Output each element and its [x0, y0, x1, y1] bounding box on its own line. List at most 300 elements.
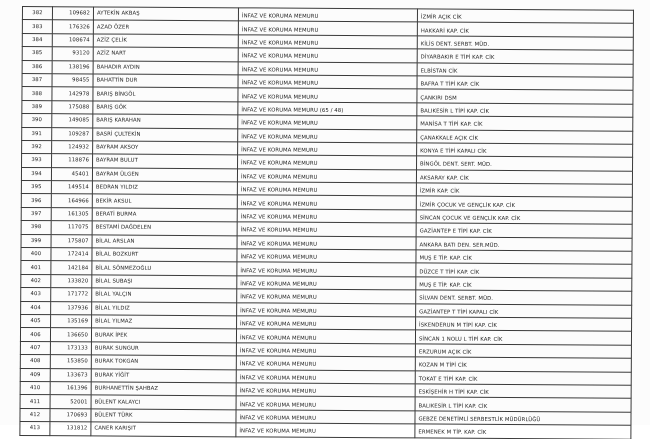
registry-id-cell	[51, 315, 92, 329]
assigned-unit-cell	[417, 36, 633, 51]
registry-id-cell	[51, 301, 92, 315]
person-name-text: BİLAL SÖNMEZOĞLU	[95, 265, 152, 272]
assigned-unit-cell	[415, 397, 631, 412]
registry-id-text: 161305	[67, 211, 89, 218]
job-title-cell	[237, 209, 416, 223]
job-title-text: İNFAZ VE KORUMA MEMURU	[241, 93, 319, 101]
registry-id-cell	[52, 20, 93, 34]
job-title-text: İNFAZ VE KORUMA MEMURU	[240, 241, 318, 248]
registry-id-text: 172414	[67, 251, 89, 258]
person-name-text: BURHANETTİN ŞAHBAZ	[94, 385, 159, 392]
person-name-cell	[93, 114, 238, 128]
row-number-text: 388	[31, 90, 43, 97]
person-name-text: BURAK YİĞİT	[94, 372, 130, 379]
job-title-cell	[237, 262, 416, 276]
person-name-cell	[93, 74, 238, 88]
registry-id-cell	[50, 368, 91, 382]
job-title-text: İNFAZ VE KORUMA MEMURU	[241, 147, 318, 154]
job-title-text: İNFAZ VE KORUMA MEMURU	[239, 415, 317, 422]
person-name-text: AZAD ÖZER	[96, 24, 130, 31]
row-number-cell	[20, 368, 50, 382]
person-name-cell	[91, 342, 236, 356]
registry-id-text: 131812	[66, 425, 88, 432]
assigned-unit-text: KİLİS DENT. SERBT. MÜD.	[420, 41, 490, 48]
row-number-text: 395	[31, 184, 42, 191]
registry-id-text: 138196	[68, 64, 90, 71]
registry-id-text: 173133	[67, 345, 88, 352]
row-number-text: 393	[31, 157, 42, 164]
registry-id-text: 175088	[68, 104, 90, 111]
row-number-text: 389	[31, 103, 43, 111]
person-name-cell	[92, 221, 237, 235]
assigned-unit-cell	[416, 317, 632, 332]
registry-id-text: 175807	[67, 238, 89, 245]
person-name-text: BURAK İPEK	[94, 332, 128, 339]
registry-id-cell	[52, 127, 93, 141]
registry-id-text: 45401	[71, 171, 89, 178]
assigned-unit-cell	[415, 330, 631, 345]
row-number-text: 392	[31, 144, 42, 151]
row-number-cell	[22, 7, 52, 21]
job-title-text: İNFAZ VE KORUMA MEMURU	[239, 348, 317, 355]
person-name-cell	[92, 288, 237, 302]
assigned-unit-cell	[416, 223, 632, 238]
job-title-cell	[236, 383, 415, 397]
registry-id-text: 117075	[67, 224, 89, 231]
registry-id-text: 109682	[69, 10, 90, 17]
registry-id-text: 137936	[67, 305, 89, 312]
job-title-cell	[236, 329, 415, 343]
person-name-cell	[93, 141, 238, 155]
job-title-text: İNFAZ VE KORUMA MEMURU	[241, 67, 319, 74]
registry-id-cell	[52, 7, 93, 21]
job-title-cell	[236, 396, 415, 410]
row-number-cell	[21, 288, 51, 302]
person-name-text: BEDRAN YILDIZ	[95, 184, 139, 191]
table-row	[20, 422, 631, 439]
row-number-cell	[20, 355, 50, 369]
job-title-text: İNFAZ VE KORUMA MEMURU	[239, 375, 317, 382]
job-title-cell	[237, 249, 416, 263]
person-name-cell	[93, 87, 238, 101]
job-title-text: İNFAZ VE KORUMA MEMURU	[240, 187, 318, 195]
registry-id-text: 149085	[68, 117, 90, 124]
person-name-cell	[93, 34, 238, 48]
person-name-cell	[93, 20, 238, 34]
registry-id-cell	[52, 33, 93, 47]
person-name-text: BERATİ BURMA	[95, 211, 137, 218]
job-title-cell	[238, 115, 417, 129]
row-number-text: 409	[30, 371, 41, 378]
registry-id-text: 142978	[68, 90, 90, 97]
person-name-text: BİLAL ARSLAN	[95, 238, 135, 245]
assigned-unit-text: BALIKESİR L TİPİ KAP. CİK	[418, 402, 488, 410]
person-name-cell	[92, 248, 237, 262]
person-name-cell	[91, 422, 236, 436]
registry-id-text: 93120	[72, 50, 90, 57]
person-name-text: AZİZ ÇELİK	[96, 37, 127, 44]
person-name-text: BÜLENT KALAYCI	[94, 398, 141, 406]
person-name-cell	[92, 208, 237, 222]
assigned-unit-text: DÜZCE T TİPİ KAP. CİK	[419, 269, 480, 276]
registry-id-text: 142184	[67, 264, 89, 272]
person-name-cell	[93, 47, 238, 61]
job-title-cell	[237, 276, 416, 290]
job-title-text: İNFAZ VE KORUMA MEMURU	[240, 200, 318, 208]
row-number-text: 394	[31, 170, 42, 177]
assigned-unit-cell	[416, 263, 632, 278]
assigned-unit-cell	[417, 49, 633, 64]
row-number-cell	[21, 301, 51, 315]
row-number-text: 405	[30, 318, 41, 325]
person-name-cell	[92, 302, 237, 316]
registry-id-cell	[51, 288, 92, 302]
assigned-unit-cell	[416, 277, 632, 292]
job-title-cell	[237, 182, 416, 196]
job-title-cell	[238, 35, 417, 49]
assigned-unit-text: ERZURUM AÇIK CİK	[418, 349, 472, 356]
row-number-text: 387	[31, 77, 43, 84]
registry-id-cell	[51, 167, 92, 181]
job-title-text: İNFAZ VE KORUMA MEMURU	[241, 134, 318, 141]
job-title-text: İNFAZ VE KORUMA MEMURU	[241, 40, 319, 47]
job-title-cell	[238, 61, 417, 75]
row-number-text: 403	[30, 291, 41, 298]
row-number-cell	[20, 328, 50, 342]
assigned-unit-text: GAZİANTEP E TİPİ KAP. CİK	[419, 228, 492, 236]
assigned-unit-text: HAKKARİ KAP. CİK	[420, 28, 469, 35]
assigned-unit-cell	[415, 370, 631, 385]
job-title-text: İNFAZ VE KORUMA MEMURU	[239, 361, 317, 369]
job-title-cell	[238, 75, 417, 89]
job-title-cell	[236, 369, 415, 383]
row-number-text: 402	[30, 278, 42, 285]
job-title-cell	[237, 222, 416, 236]
row-number-cell	[22, 73, 52, 87]
assigned-unit-cell	[417, 62, 633, 77]
registry-id-cell	[51, 234, 92, 248]
row-number-text: 385	[31, 50, 43, 57]
person-name-text: BAYRAM AKSOY	[96, 144, 139, 151]
job-title-text: İNFAZ VE KORUMA MEMURU	[240, 254, 318, 262]
assigned-unit-text: MUŞ E TİP. KAP. CİK	[419, 255, 472, 262]
assigned-unit-text: BALIKESİR L TİPİ KAP. CİK	[420, 108, 490, 115]
assigned-unit-cell	[416, 170, 632, 185]
registry-id-cell	[52, 47, 93, 61]
person-name-text: BAHADIR AYDIN	[96, 64, 140, 71]
registry-id-text: 153850	[66, 358, 88, 365]
job-title-cell	[238, 8, 417, 22]
job-title-cell	[238, 21, 417, 35]
assigned-unit-text: BİNGÖL DENT. SERT. MÜD.	[420, 161, 492, 169]
registry-id-text: 124932	[68, 144, 90, 151]
job-title-text: İNFAZ VE KORUMA MEMURU	[241, 26, 319, 34]
assigned-unit-text: TOKAT E TİPİ KAP. CİK	[418, 376, 478, 383]
person-name-cell	[93, 60, 238, 74]
job-title-cell	[238, 88, 417, 102]
job-title-text: İNFAZ VE KORUMA MEMURU	[241, 120, 318, 128]
registry-id-cell	[52, 87, 93, 101]
registry-id-text: 161396	[66, 385, 88, 392]
assigned-unit-cell	[417, 9, 633, 24]
row-number-cell	[20, 381, 50, 395]
row-number-cell	[22, 114, 52, 128]
registry-id-text: 136650	[67, 331, 89, 338]
assigned-unit-text: ÇANAKKALE AÇIK CİK	[420, 135, 479, 142]
row-number-text: 412	[29, 411, 41, 419]
person-name-cell	[92, 275, 237, 289]
row-number-cell	[21, 234, 51, 248]
registry-id-text: 171772	[67, 291, 89, 298]
assigned-unit-cell	[416, 210, 632, 225]
assigned-unit-cell	[416, 196, 632, 211]
row-number-text: 410	[29, 385, 41, 392]
assigned-unit-text: ELBİSTAN CİK	[420, 68, 458, 75]
job-title-cell	[236, 423, 415, 437]
job-title-cell	[237, 195, 416, 209]
assigned-unit-cell	[417, 156, 633, 171]
row-number-text: 401	[30, 264, 42, 271]
person-name-text: BİLAL BOZKURT	[95, 251, 139, 258]
assigned-unit-text: AKSARAY KAP. CİK	[419, 175, 469, 182]
assigned-unit-cell	[417, 143, 633, 158]
row-number-cell	[22, 20, 52, 34]
assigned-unit-cell	[417, 76, 633, 91]
job-title-cell	[238, 142, 417, 156]
assigned-unit-cell	[416, 237, 632, 252]
personnel-table-body	[20, 7, 634, 439]
person-name-text: BURAK TOKGAN	[94, 358, 139, 366]
registry-id-text: 135169	[67, 318, 89, 325]
job-title-text: İNFAZ VE KORUMA MEMURU	[241, 13, 319, 20]
registry-id-text: 149514	[68, 184, 89, 191]
registry-id-cell	[52, 154, 93, 168]
job-title-cell	[238, 102, 417, 116]
person-name-text: BAYRAM ÜLGEN	[95, 171, 139, 178]
row-number-text: 398	[30, 224, 42, 231]
row-number-cell	[22, 154, 52, 168]
person-name-text: BURAK SUNGUR	[94, 345, 139, 352]
row-number-text: 383	[32, 23, 43, 30]
registry-id-text: 98455	[72, 77, 90, 84]
person-name-text: AYTEKİN AKBAŞ	[96, 10, 140, 17]
person-name-text: BİLAL YILDIZ	[95, 305, 130, 312]
assigned-unit-cell	[417, 116, 633, 131]
registry-id-cell	[51, 194, 92, 208]
row-number-cell	[21, 248, 51, 262]
row-number-cell	[21, 207, 51, 221]
person-name-cell	[91, 382, 236, 396]
person-name-cell	[91, 328, 236, 342]
row-number-cell	[22, 87, 52, 101]
job-title-text: İNFAZ VE KORUMA MEMURU	[239, 401, 317, 409]
assigned-unit-text: SİNCAN 1 NOLU L TİPİ KAP. CİK	[418, 335, 503, 343]
row-number-text: 399	[30, 237, 42, 244]
job-title-text: İNFAZ VE KORUMA MEMURU	[240, 267, 317, 275]
assigned-unit-text: ERMENEK M TİP. KAP. CİK	[418, 429, 487, 437]
job-title-cell	[236, 356, 415, 370]
assigned-unit-text: SİNCAN ÇOCUK VE GENÇLİK KAP. CİK	[419, 215, 521, 223]
job-title-text: İNFAZ VE KORUMA MEMURU	[239, 334, 317, 342]
registry-id-cell	[52, 74, 93, 88]
row-number-text: 408	[30, 358, 41, 365]
assigned-unit-cell	[415, 384, 631, 399]
row-number-text: 396	[31, 197, 42, 204]
row-number-text: 390	[31, 117, 43, 124]
row-number-cell	[20, 422, 50, 436]
row-number-text: 404	[30, 304, 41, 311]
assigned-unit-cell	[416, 250, 632, 265]
job-title-text: İNFAZ VE KORUMA MEMURU	[240, 308, 317, 315]
job-title-text: İNFAZ VE KORUMA MEMURU	[240, 174, 318, 181]
person-name-text: AZİZ NART	[96, 50, 126, 57]
person-name-text: CANER KARIŞIT	[94, 425, 137, 433]
row-number-cell	[21, 181, 51, 195]
registry-id-cell	[50, 341, 91, 355]
assigned-unit-text: İZMİR KAP. CİK	[419, 188, 460, 195]
row-number-cell	[22, 33, 52, 47]
person-name-cell	[93, 127, 238, 141]
row-number-text: 391	[31, 130, 42, 137]
row-number-cell	[22, 47, 52, 61]
row-number-cell	[20, 341, 50, 355]
assigned-unit-text: DİYARBAKIR E TİPİ KAP. CİK	[420, 54, 495, 62]
job-title-cell	[237, 302, 416, 316]
assigned-unit-text: KOZAN M TİPİ CİK	[418, 362, 467, 370]
job-title-cell	[238, 155, 417, 169]
row-number-cell	[22, 140, 52, 154]
row-number-text: 411	[29, 398, 41, 405]
assigned-unit-text: ANKARA BATI DEN. SER.MÜD.	[419, 242, 500, 249]
assigned-unit-cell	[416, 304, 632, 319]
job-title-text: İNFAZ VE KORUMA MEMURU	[241, 160, 318, 168]
row-number-text: 397	[30, 211, 42, 218]
person-name-text: BARIŞ BİNGÖL	[96, 90, 136, 98]
person-name-text: BİLAL SUBAŞI	[95, 278, 133, 285]
row-number-text: 407	[30, 345, 41, 352]
person-name-cell	[93, 154, 238, 168]
person-name-text: BAHATTİN DUR	[96, 77, 138, 84]
registry-id-text: 118876	[68, 157, 90, 164]
job-title-text: İNFAZ VE KORUMA MEMURU	[240, 321, 317, 328]
row-number-text: 386	[31, 63, 43, 70]
personnel-table	[19, 6, 634, 439]
registry-id-text: 176326	[69, 23, 90, 30]
assigned-unit-text: ESKİŞEHİR H TİPİ KAP. CİK	[418, 389, 489, 396]
job-title-text: İNFAZ VE KORUMA MEMURU	[239, 388, 317, 395]
person-name-cell	[91, 395, 236, 409]
row-number-text: 400	[30, 251, 42, 258]
person-name-text: BASRİ ÇULTEKİN	[96, 131, 141, 138]
person-name-cell	[92, 168, 237, 182]
registry-id-cell	[50, 422, 91, 436]
registry-id-cell	[51, 261, 92, 275]
row-number-text: 384	[32, 37, 43, 44]
assigned-unit-cell	[417, 103, 633, 118]
job-title-text: İNFAZ VE KORUMA MEMURU	[240, 281, 317, 288]
person-name-cell	[93, 7, 238, 21]
assigned-unit-text: ÇANKIRI DSM	[420, 94, 457, 102]
person-name-text: BAYRAM BULUT	[96, 157, 139, 165]
job-title-cell	[237, 235, 416, 249]
registry-id-text: 109287	[68, 130, 90, 138]
registry-id-text: 170693	[66, 412, 88, 419]
job-title-cell	[236, 343, 415, 357]
person-name-text: BÜLENT TÜRK	[94, 412, 133, 419]
row-number-cell	[22, 60, 52, 74]
registry-id-cell	[51, 274, 92, 288]
registry-id-cell	[51, 221, 92, 235]
person-name-text: BARIŞ GÖK	[96, 104, 127, 111]
assigned-unit-text: İZMİR ÇOCUK VE GENÇLİK KAP. CİK	[419, 202, 516, 209]
assigned-unit-text: GAZİANTEP T TİPİ KAPALI CİK	[419, 309, 499, 316]
person-name-text: BARIŞ KARAHAN	[96, 117, 141, 125]
person-name-text: BİLAL YALÇIN	[95, 291, 132, 299]
person-name-cell	[91, 355, 236, 369]
assigned-unit-cell	[415, 357, 631, 372]
row-number-cell	[20, 408, 50, 422]
assigned-unit-text: SİLVAN DENT. SERBT. MÜD.	[419, 295, 494, 303]
person-name-cell	[93, 101, 238, 115]
job-title-text: İNFAZ VE KORUMA MEMURU	[241, 80, 319, 87]
person-name-cell	[91, 409, 236, 423]
job-title-text: İNFAZ VE KORUMA MEMURU	[239, 428, 317, 436]
row-number-text: 413	[29, 425, 41, 432]
assigned-unit-cell	[417, 89, 633, 104]
job-title-cell	[237, 316, 416, 330]
assigned-unit-text: MUŞ E TİP. KAP. CİK	[419, 282, 472, 289]
assigned-unit-cell	[417, 129, 633, 144]
row-number-text: 406	[30, 331, 41, 338]
registry-id-cell	[50, 395, 91, 409]
person-name-text: BİLAL YILMAZ	[95, 318, 133, 325]
assigned-unit-text: GEBZE DENETİMLİ SERBESTLİK MÜDÜRLÜĞÜ	[418, 416, 541, 424]
person-name-cell	[92, 181, 237, 195]
job-title-cell	[237, 169, 416, 183]
assigned-unit-text: İZMİR AÇIK CİK	[420, 14, 462, 21]
job-title-cell	[238, 48, 417, 62]
person-name-cell	[92, 315, 237, 329]
registry-id-text: 133673	[66, 372, 88, 379]
row-number-cell	[22, 127, 52, 141]
assigned-unit-cell	[416, 183, 632, 198]
registry-id-text: 52001	[70, 398, 88, 405]
job-title-cell	[236, 410, 415, 424]
registry-id-text: 133820	[67, 278, 89, 285]
registry-id-cell	[50, 382, 91, 396]
person-name-cell	[91, 368, 236, 382]
registry-id-cell	[52, 60, 93, 74]
registry-id-cell	[50, 408, 91, 422]
person-name-text: BEKİR AKSUL	[95, 198, 132, 205]
row-number-cell	[21, 274, 51, 288]
assigned-unit-cell	[416, 290, 632, 305]
registry-id-cell	[52, 114, 93, 128]
row-number-cell	[21, 221, 51, 235]
registry-id-text: 108674	[68, 37, 90, 44]
assigned-unit-cell	[415, 344, 631, 359]
person-name-cell	[92, 261, 237, 275]
row-number-cell	[22, 100, 52, 114]
registry-id-cell	[50, 328, 91, 342]
person-name-text: BESTAMİ DAĞDELEN	[95, 224, 152, 232]
assigned-unit-cell	[417, 22, 633, 37]
assigned-unit-text: KONYA E TİPİ KAPALI CİK	[420, 148, 487, 155]
registry-id-text: 164966	[67, 197, 89, 205]
registry-id-cell	[51, 248, 92, 262]
job-title-text: İNFAZ VE KORUMA MEMURU	[241, 53, 319, 61]
job-title-cell	[238, 128, 417, 142]
